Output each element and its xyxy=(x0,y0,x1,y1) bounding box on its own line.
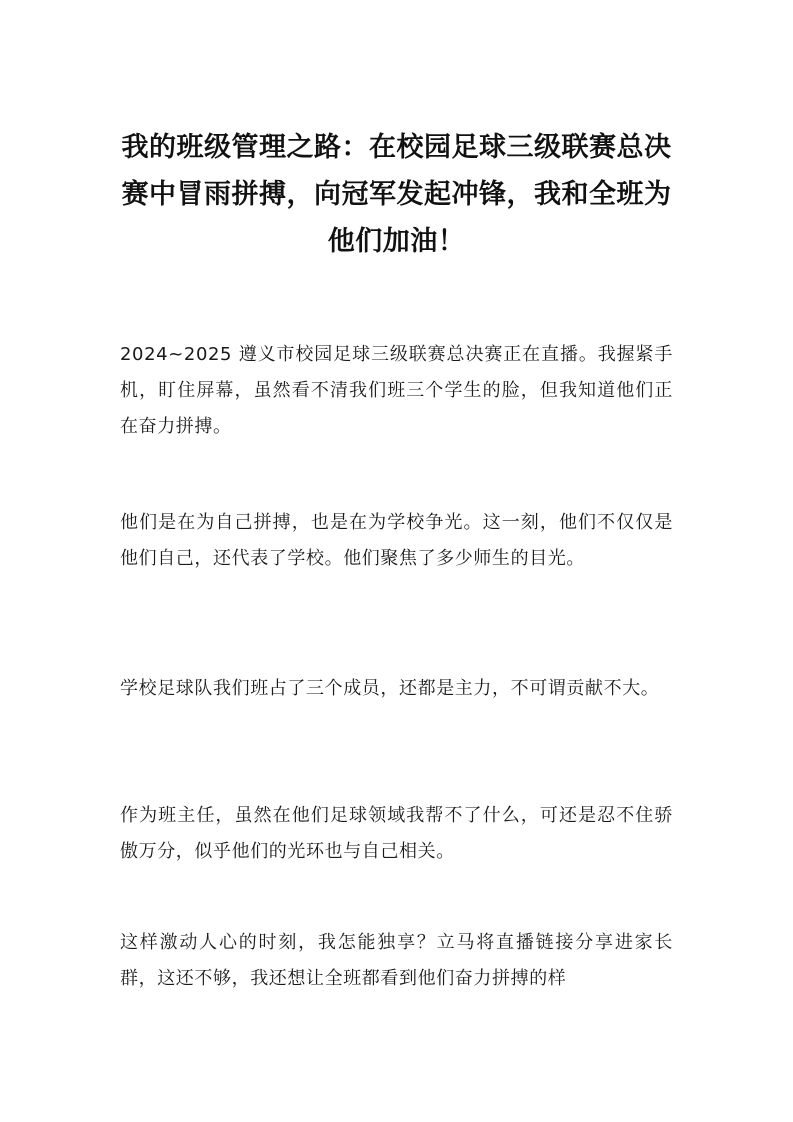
paragraph-5: 这样激动人心的时刻，我怎能独享？立马将直播链接分享进家长群，这还不够，我还想让全班都看到他们奋力拼搏的样 xyxy=(120,932,673,989)
paragraph-2: 他们是在为自己拼搏，也是在为学校争光。这一刻，他们不仅仅是他们自己，还代表了学校。他们聚焦了多少师生的目光。 xyxy=(120,512,673,569)
document-title: 我的班级管理之路：在校园足球三级联赛总决赛中冒雨拼搏，向冠军发起冲锋，我和全班为他们加油！ xyxy=(121,132,672,257)
paragraph-4: 作为班主任，虽然在他们足球领域我帮不了什么，可还是忍不住骄傲万分，似乎他们的光环也与自己相关。 xyxy=(120,805,673,862)
paragraph-1: 2024~2025 遵义市校园足球三级联赛总决赛正在直播。我握紧手机，盯住屏幕，虽然看不清我们班三个学生的脸，但我知道他们正在奋力拼搏。 xyxy=(120,344,673,437)
paragraph-3: 学校足球队我们班占了三个成员，还都是主力，不可谓贡献不大。 xyxy=(120,678,660,699)
